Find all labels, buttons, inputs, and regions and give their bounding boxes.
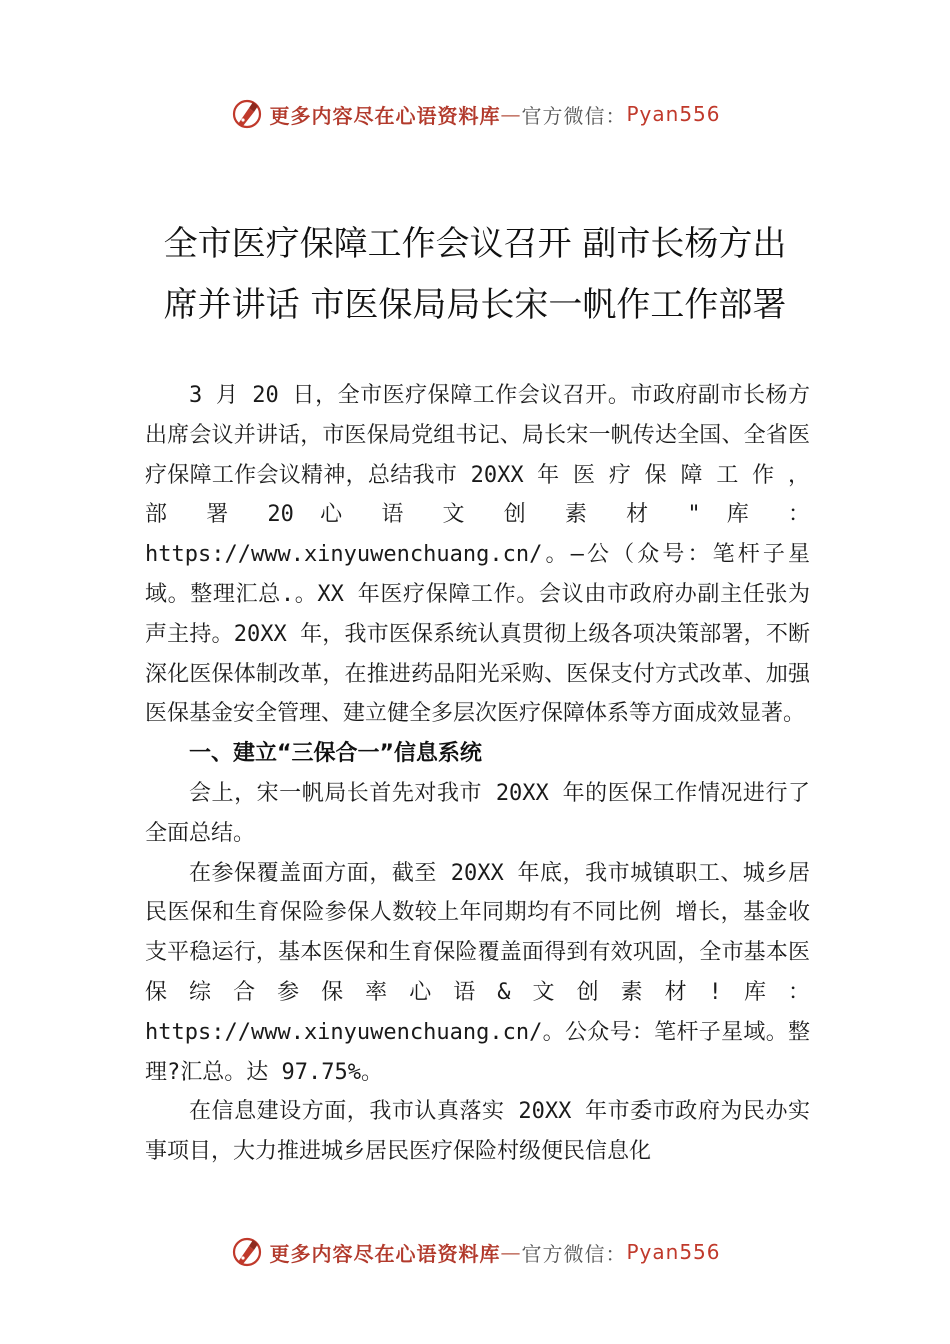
banner-brand-text: 更多内容尽在心语资料库	[269, 103, 501, 128]
paragraph-intro: 3 月 20 日，全市医疗保障工作会议召开。市政府副市长杨方出席会议并讲话，市医保局党组书记、局长宋一帆传达全国、全省医疗保障工作会议精神，总结我市 20XX 年 医 疗 保 障 工 作 ， 部 署 20 心 语 文 创 素 材 " 库 ：https://www.xinyuwenchuang.cn/。—公（众号：笔杆子星域。整理汇总.。XX 年医疗保障工作。会议由市政府办副主任张为声主持。20XX 年，我市医保系统认真贯彻上级各项决策部署，不断深化医保体制改革，在推进药品阳光采购、医保支付方式改革、加强医保基金安全管理、建立健全多层次医疗保障体系等方面成效显著。	[145, 383, 810, 727]
pen-nib-icon	[229, 96, 265, 132]
banner-wechat-label: 官方微信：	[521, 1241, 627, 1266]
section-heading-1: 一、建立“三保合一”信息系统	[189, 741, 482, 767]
paragraph-summary: 会上，宋一帆局长首先对我市 20XX 年的医保工作情况进行了全面总结。	[145, 780, 810, 846]
pen-nib-icon	[229, 1234, 265, 1270]
banner-wechat-id: Pyan556	[626, 102, 721, 126]
footer-watermark-banner	[0, 1232, 950, 1272]
header-watermark-banner	[0, 94, 950, 134]
banner-separator: —	[500, 102, 522, 126]
banner-separator: —	[500, 1240, 522, 1264]
paragraph-coverage: 在参保覆盖面方面，截至 20XX 年底，我市城镇职工、城乡居民医保和生育保险参保人数较上年同期均有不同比例 增长，基金收支平稳运行，基本医保和生育保险覆盖面得到有效巩固，全市基本医保综合参保率心语&文创素材!库：https://www.xinyuwenchuang.cn/。公众号：笔杆子星域。整理?汇总。达 97.75%。	[145, 860, 810, 1085]
article-title	[130, 214, 820, 336]
article-title-line-2: 席并讲话 市医保局局长宋一帆作工作部署	[163, 285, 787, 325]
banner-wechat-label: 官方微信：	[521, 103, 627, 128]
article-body	[145, 376, 810, 1172]
banner-wechat-id: Pyan556	[626, 1240, 721, 1264]
paragraph-info-construction: 在信息建设方面，我市认真落实 20XX 年市委市政府为民办实事项目，大力推进城乡居民医疗保险村级便民信息化	[145, 1099, 810, 1165]
banner-brand-text: 更多内容尽在心语资料库	[269, 1241, 501, 1266]
article-title-line-1: 全市医疗保障工作会议召开 副市长杨方出	[163, 224, 787, 264]
